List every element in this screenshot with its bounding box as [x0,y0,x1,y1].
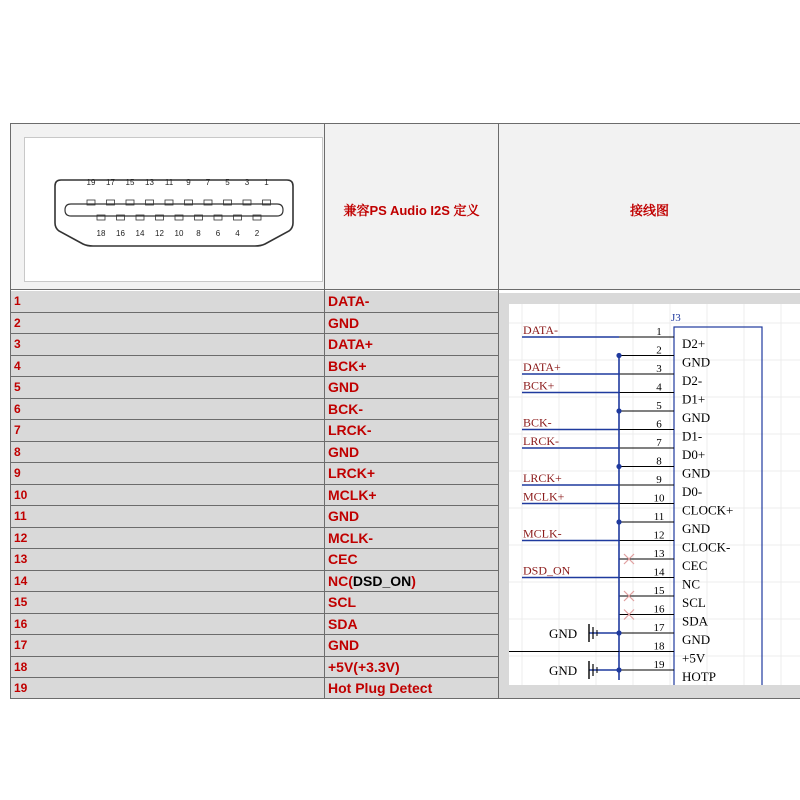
schematic-pin-number: 15 [653,585,665,597]
pin-definition-text: GND [328,379,360,395]
pin-number-cell: 8 [10,442,324,463]
connector-pin-label: 12 [155,229,164,238]
schematic-pin-name: HOTP [682,669,716,684]
net-label: DATA- [523,323,559,337]
row-divider [10,677,499,678]
connector-pin-label: 13 [145,178,154,187]
pin-number-cell: 10 [10,485,324,506]
connector-pin-label: 16 [116,229,125,238]
pin-number-cell: 19 [10,678,324,699]
row-divider [10,419,499,420]
ground-label: GND [549,663,578,678]
schematic-pin-name: GND [682,354,711,370]
pin-definition-cell [325,485,498,506]
pin-definition-cell [325,420,498,441]
pin-definition-text: LRCK- [328,422,372,438]
pin-definition-cell [325,657,498,678]
schematic-pin-name: CLOCK+ [682,502,734,518]
pin-definition-text: BCK- [328,400,363,417]
pin-definition-cell [325,377,498,398]
connector-pin-label: 11 [164,178,174,187]
pin-definition-text: GND [328,314,360,331]
schematic-svg [509,304,800,685]
schematic-pin-number: 4 [656,381,662,394]
ground-label: GND [549,626,578,641]
row-divider [10,613,499,614]
pin-number-cell: 4 [10,356,324,377]
schematic-pin-number: 2 [656,344,662,357]
schematic-pin-number: 16 [653,603,665,616]
row-divider [10,634,499,635]
pin-number-cell: 2 [10,313,324,334]
schematic-pin-name: +5V [682,650,706,666]
connector-pin-label: 19 [86,178,96,187]
pin-number-cell: 11 [10,506,324,527]
schematic-pin-number: 19 [653,659,665,671]
table-border-bottom [10,698,800,699]
schematic-pin-number: 5 [656,400,662,412]
schematic-pin-name: D1- [682,428,703,444]
hdmi-connector-svg [25,138,322,281]
pin-definition-cell [325,334,498,355]
pin-definition-cell [325,635,498,656]
pin-number-cell: 3 [10,334,324,355]
schematic-pin-number: 14 [653,566,665,579]
pin-definition-text: BCK+ [328,357,367,374]
schematic-pin-name: D2+ [682,336,706,351]
schematic-pin-name: NC [682,576,701,592]
connector-pin-label: 8 [196,229,201,238]
pin-definition-text: SDA [328,615,358,632]
pin-definition-cell [325,313,498,334]
connector-pin-label: 18 [96,229,106,238]
pin-definition-note: DSD_ON [352,572,412,589]
schematic-pin-number: 9 [656,474,662,486]
pin-number-cell: 7 [10,420,324,441]
connector-pin-label: 6 [215,229,221,238]
connector-pin-label: 4 [235,229,240,238]
schematic-pin-name: GND [682,632,711,647]
net-label: BCK- [523,415,552,430]
schematic-pin-name: CEC [682,558,708,573]
pin-definition-text: NC( [328,572,353,589]
pin-number-cell: 1 [10,291,324,312]
definition-header: 兼容PS Audio I2S 定义 [343,203,480,218]
pin-definition-cell [325,442,498,463]
row-divider [10,656,499,657]
connector-pin-label: 10 [174,229,184,238]
junction-dot [616,353,621,358]
pin-definition-text: SCL [328,594,356,610]
row-divider [10,548,499,549]
pin-definition-text: MCLK- [328,529,374,546]
schematic-pin-number: 10 [653,492,665,505]
table-border-top [10,123,800,124]
pin-number-cell: 17 [10,635,324,656]
row-divider [10,570,499,571]
row-divider [10,312,499,313]
net-label: MCLK+ [523,489,565,504]
connector-pin-label: 1 [264,178,269,187]
schematic-pin-name: SCL [682,595,706,610]
row-divider [10,505,499,506]
net-label: MCLK- [523,526,562,541]
pin-definition-text: GND [328,637,360,653]
pin-definition-text: +5V(+3.3V) [328,658,400,675]
pin-number-cell: 12 [10,528,324,549]
row-divider [10,527,499,528]
schematic-pin-name: D0- [682,484,703,499]
net-label: LRCK- [523,434,559,448]
connector-pin-label: 3 [244,178,250,187]
pin-definition-text: CEC [328,551,358,567]
schematic-pin-number: 3 [656,363,662,375]
row-divider [10,591,499,592]
schematic-pin-number: 13 [653,548,665,560]
pin-definition-text: Hot Plug Detect [328,680,433,696]
schematic-pin-number: 1 [656,326,662,338]
schematic-pin-number: 12 [653,529,665,542]
connector-pin-label: 5 [225,178,230,187]
net-label: LRCK+ [523,471,562,485]
header-divider [10,289,800,290]
pin-definition-cell [325,678,498,699]
net-label: DSD_ON [523,563,571,578]
junction-dot [616,464,621,469]
pin-number-cell: 15 [10,592,324,613]
pin-definition-cell [325,506,498,527]
schematic-pin-number: 6 [656,418,662,431]
net-label: DATA+ [523,360,561,374]
pin-number-cell: 9 [10,463,324,484]
row-divider [10,441,499,442]
schematic-pin-number: 17 [653,622,665,634]
schematic-pin-name: D2- [682,373,703,388]
schematic-pin-name: GND [682,410,711,425]
wiring-header: 接线图 [629,203,669,218]
pin-definition-text: GND [328,443,360,460]
net-label: BCK+ [523,378,555,393]
schematic-pin-name: GND [682,521,711,536]
row-divider [10,333,499,334]
pin-definition-cell [325,291,498,312]
schematic-pin-number: 11 [653,511,665,523]
pin-definition-text: LRCK+ [328,465,376,481]
pin-definition-text: DATA+ [328,336,373,352]
junction-dot [616,519,621,524]
connector-pin-label: 7 [205,178,211,187]
pinout-table [10,123,800,698]
row-divider [10,355,499,356]
connector-pin-label: 2 [254,229,260,238]
schematic-pin-name: GND [682,465,711,481]
schematic-pin-number: 7 [656,437,662,449]
pin-number-cell: 13 [10,549,324,570]
row-divider [10,462,499,463]
part-designator: J3 [671,312,681,324]
schematic-pin-number: 8 [656,455,662,468]
schematic-pin-number: 18 [653,640,665,653]
connector-pin-label: 9 [186,178,191,187]
pin-definition-text: GND [328,508,360,524]
schematic-pin-name: CLOCK- [682,539,731,555]
pin-definition-text: MCLK+ [328,486,377,503]
pin-definition-text: DATA- [328,293,370,309]
connector-pin-label: 17 [106,178,115,187]
row-divider [10,484,499,485]
connector-pin-label: 14 [135,229,145,238]
pin-definition-cell [325,399,498,420]
pin-number-cell: 14 [10,571,324,592]
junction-dot [616,408,621,413]
pin-definition-cell [325,356,498,377]
pin-number-cell: 18 [10,657,324,678]
pin-number-cell: 16 [10,614,324,635]
pin-definition-cell [325,463,498,484]
pin-definition-cell [325,528,498,549]
schematic-pin-name: D0+ [682,447,706,462]
schematic-image [509,304,800,685]
connector-pin-label: 15 [125,178,135,187]
row-divider [10,376,499,377]
pin-definition-cell [325,571,498,592]
pin-number-cell: 6 [10,399,324,420]
hdmi-connector-drawing [24,137,323,282]
row-divider [10,398,499,399]
schematic-pin-name: SDA [682,613,709,629]
schematic-pin-name: D1+ [682,391,706,407]
pin-definition-tail: ) [411,572,416,589]
pin-definition-cell [325,592,498,613]
pin-definition-cell [325,549,498,570]
pin-definition-cell [325,614,498,635]
pin-number-cell: 5 [10,377,324,398]
